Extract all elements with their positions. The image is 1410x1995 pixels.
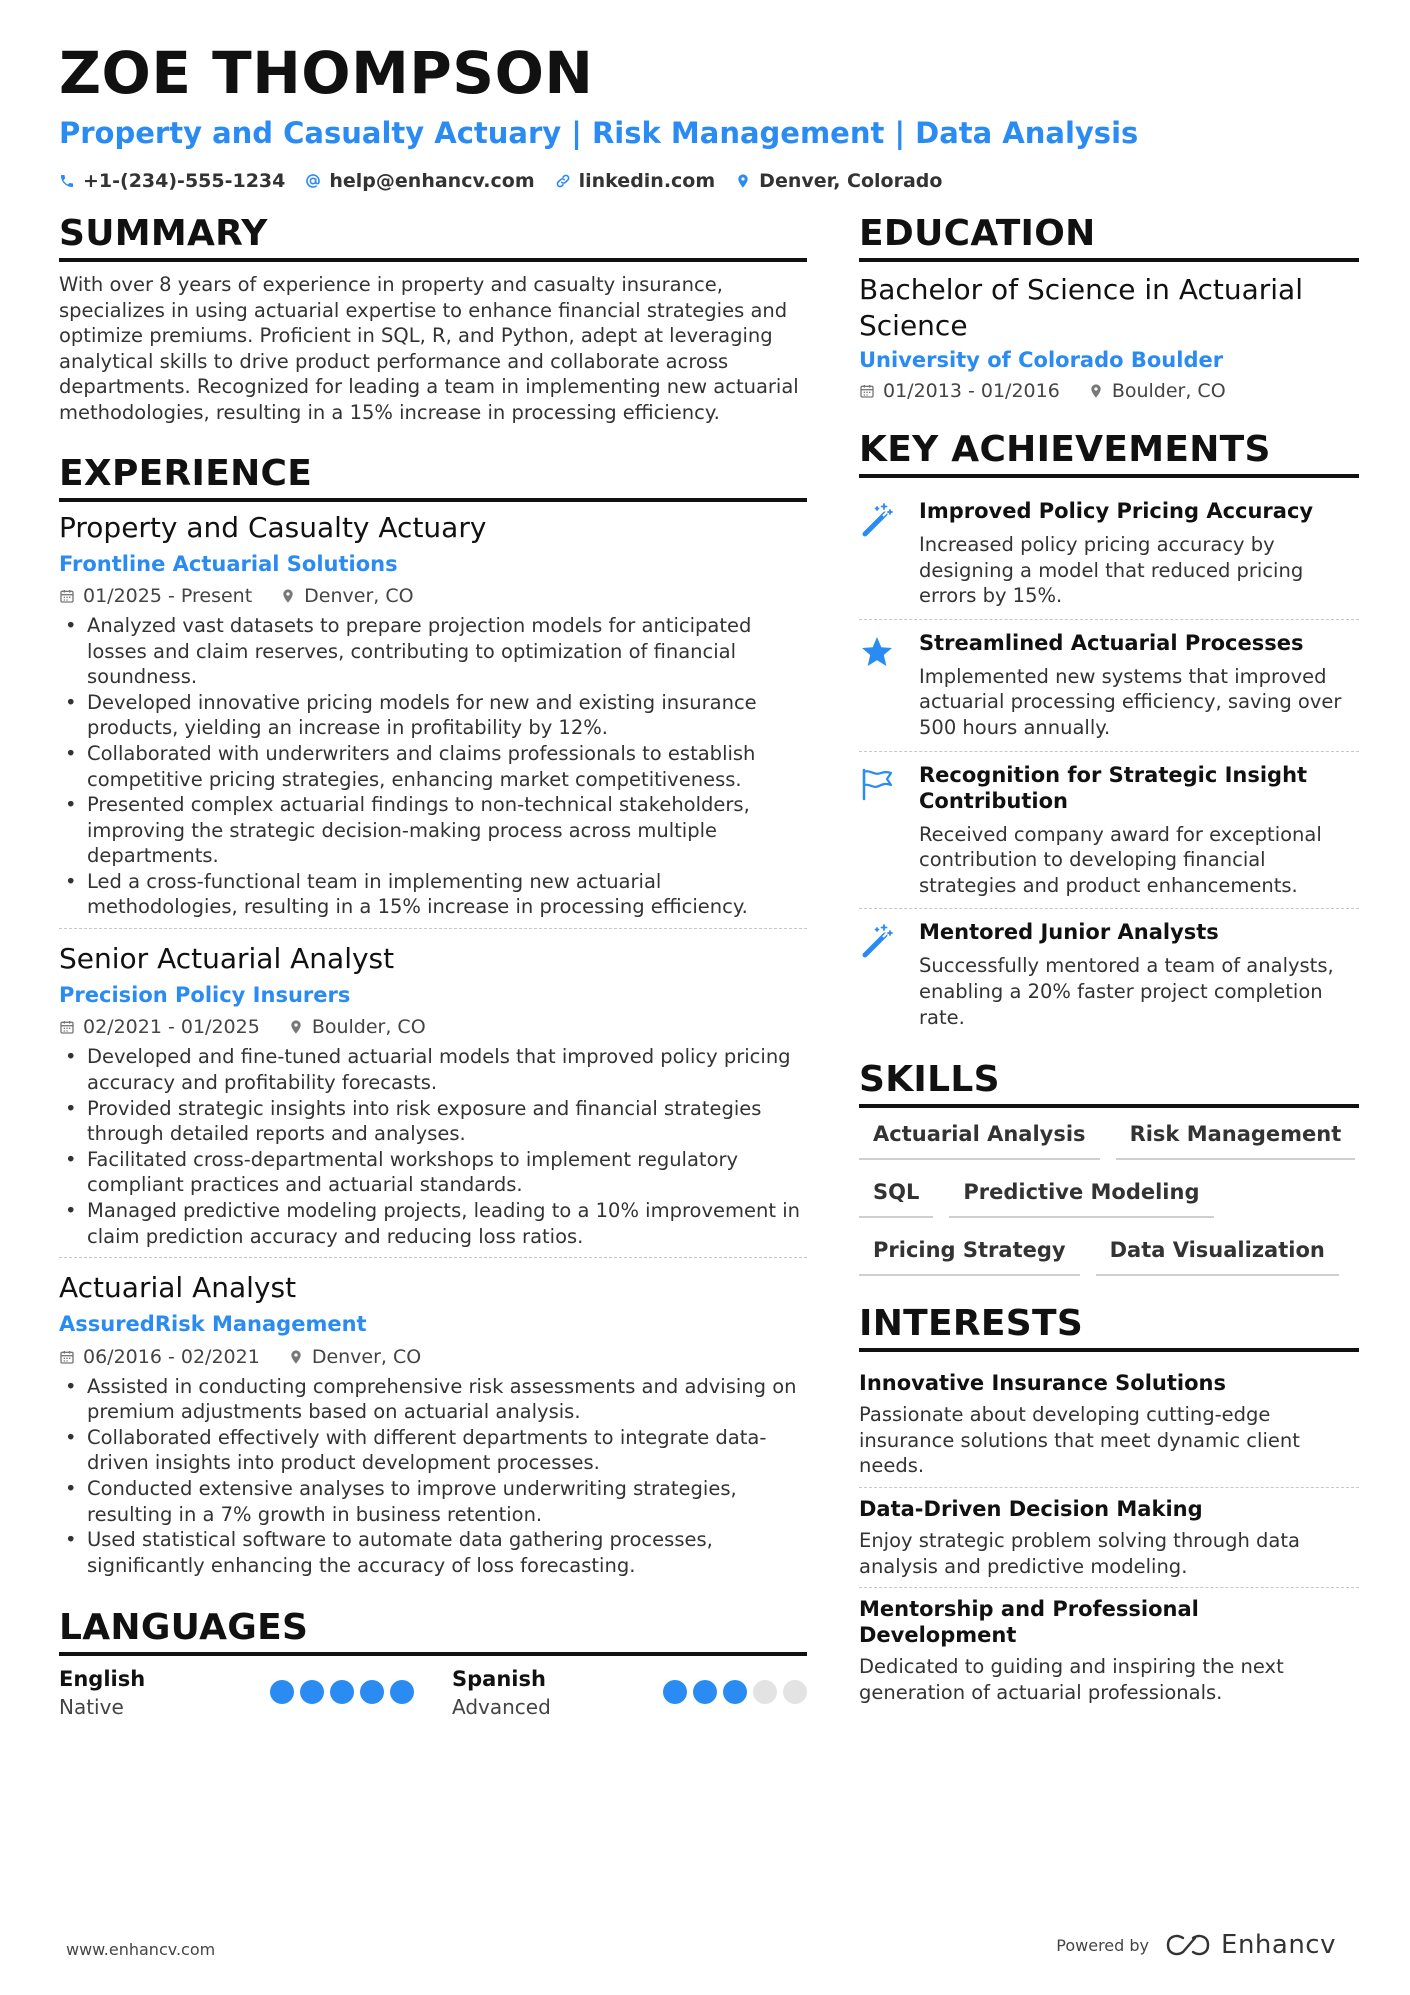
- magic-wand-icon: [859, 498, 899, 609]
- rating-dot-filled: [270, 1680, 294, 1704]
- rating-dot-empty: [783, 1680, 807, 1704]
- job-dates-text: 01/2025 - Present: [83, 584, 253, 607]
- job-bullet: • Provided strategic insights into risk exposure and financial strategies through detailed reports and analyses.: [59, 1096, 807, 1147]
- job-dates: [59, 1016, 260, 1038]
- interest-item: [859, 1487, 1359, 1587]
- job-title: Actuarial Analyst: [59, 1271, 297, 1305]
- contact-phone-text: +1-(234)-555-1234: [83, 170, 286, 192]
- right-column: [859, 213, 1359, 1713]
- rating-dot-filled: [360, 1680, 384, 1704]
- job-bullets: [59, 1044, 807, 1249]
- language-rating: [663, 1680, 807, 1704]
- left-column: [59, 213, 807, 1720]
- skill-tag: Risk Management: [1116, 1118, 1356, 1160]
- achievement-desc: Implemented new systems that improved actuarial processing efficiency, saving over 500 hours annually.: [919, 664, 1342, 739]
- enhancv-logo-icon: [1165, 1932, 1211, 1958]
- experience-item: [59, 928, 807, 1257]
- degree-title: Bachelor of Science in Actuarial Science: [859, 273, 1303, 342]
- location-pin-icon: [288, 1019, 304, 1035]
- company-name: Frontline Actuarial Solutions: [59, 551, 398, 576]
- powered-by-label: Powered by: [1056, 1935, 1150, 1955]
- link-icon: [555, 173, 571, 189]
- achievement-item: [859, 619, 1359, 751]
- education-title: EDUCATION: [859, 216, 1359, 262]
- contact-location: [735, 170, 942, 192]
- achievement-title: Streamlined Actuarial Processes: [919, 630, 1304, 655]
- rating-dot-filled: [300, 1680, 324, 1704]
- achievement-item: [859, 488, 1359, 619]
- summary-text: With over 8 years of experience in property and casualty insurance, specializes in using actuarial expertise to enhance financial strategies and optimize premiums. Proficient in SQL, R, and Python, adept at leveraging analytical skills to drive product performance and collaborate across departments. Recognized for leading a team in implementing new actuarial methodologies, resulting in a 15% increase in processing efficiency.: [59, 273, 799, 424]
- experience-section: [59, 452, 807, 1587]
- job-bullet: • Facilitated cross-departmental workshops to implement regulatory compliant practices and actuarial standards.: [59, 1147, 807, 1198]
- language-rating: [270, 1680, 414, 1704]
- education-location-text: Boulder, CO: [1111, 380, 1226, 402]
- job-dates: [59, 1346, 260, 1368]
- phone-icon: [59, 173, 75, 189]
- skill-tag: SQL: [859, 1176, 933, 1218]
- job-bullet: • Developed innovative pricing models for new and existing insurance products, yielding an increase in profitability by 12%.: [59, 690, 807, 741]
- contact-phone[interactable]: [59, 170, 285, 192]
- language-level: Advanced: [452, 1694, 551, 1719]
- job-dates-text: 02/2021 - 01/2025: [83, 1016, 260, 1039]
- flag-icon: [859, 762, 899, 899]
- location-pin-icon: [1088, 383, 1104, 399]
- achievement-desc: Increased policy pricing accuracy by designing a model that reduced pricing errors by 15%.: [919, 533, 1304, 608]
- summary-section: [59, 213, 807, 426]
- experience-item: [59, 512, 807, 929]
- language-name: Spanish: [452, 1667, 546, 1692]
- magic-wand-icon: [859, 919, 899, 1030]
- job-bullets: [59, 613, 807, 920]
- job-bullet: • Assisted in conducting comprehensive risk assessments and advising on premium adjustments based on actuarial analysis.: [59, 1374, 807, 1425]
- experience-item: [59, 1257, 807, 1586]
- contact-email[interactable]: [305, 170, 534, 192]
- job-title: Property and Casualty Actuary: [59, 510, 487, 544]
- job-bullet: • Collaborated with underwriters and claims professionals to establish competitive pricing strategies, enhancing market competitiveness.: [59, 741, 807, 792]
- candidate-headline: Property and Casualty Actuary | Risk Management | Data Analysis: [59, 116, 1139, 150]
- language-name: English: [59, 1667, 146, 1692]
- location-pin-icon: [735, 173, 751, 189]
- skill-tag: Pricing Strategy: [859, 1234, 1080, 1276]
- language-item: [59, 1666, 414, 1719]
- rating-dot-filled: [390, 1680, 414, 1704]
- candidate-name: ZOE THOMPSON: [59, 39, 594, 107]
- job-meta: [59, 1016, 807, 1038]
- job-bullet: • Led a cross-functional team in implementing new actuarial methodologies, resulting in a 15% increase in processing efficiency.: [59, 869, 807, 920]
- job-location: [288, 1016, 426, 1038]
- job-location: [288, 1346, 421, 1368]
- interest-title: Data-Driven Decision Making: [859, 1496, 1203, 1521]
- interest-desc: Dedicated to guiding and inspiring the next generation of actuarial professionals.: [859, 1655, 1284, 1704]
- achievement-item: [859, 751, 1359, 909]
- achievement-item: [859, 908, 1359, 1040]
- footer-website[interactable]: www.enhancv.com: [66, 1940, 216, 1959]
- achievement-title: Recognition for Strategic Insight Contribution: [919, 762, 1308, 813]
- contact-bar: [59, 170, 942, 192]
- job-location-text: Denver, CO: [311, 1345, 422, 1368]
- job-location: [280, 585, 413, 607]
- footer-branding: [1056, 1930, 1336, 1960]
- interest-item: [859, 1362, 1359, 1487]
- achievement-title: Mentored Junior Analysts: [919, 920, 1219, 945]
- skills-title: SKILLS: [859, 1062, 1359, 1108]
- interest-desc: Enjoy strategic problem solving through data analysis and predictive modeling.: [859, 1528, 1300, 1578]
- job-bullet: • Used statistical software to automate data gathering processes, significantly enhancing the accuracy of loss forecasting.: [59, 1527, 807, 1578]
- summary-title: SUMMARY: [59, 216, 807, 262]
- education-meta: [859, 380, 1359, 402]
- language-item: [452, 1666, 807, 1719]
- interests-section: [859, 1303, 1359, 1713]
- interest-title: Mentorship and Professional Development: [859, 1597, 1199, 1648]
- rating-dot-empty: [753, 1680, 777, 1704]
- company-name: Precision Policy Insurers: [59, 983, 351, 1008]
- job-location-text: Boulder, CO: [311, 1016, 426, 1039]
- job-bullet: • Managed predictive modeling projects, leading to a 10% improvement in claim prediction accuracy and reducing loss ratios.: [59, 1198, 807, 1249]
- rating-dot-filled: [663, 1680, 687, 1704]
- at-icon: [305, 173, 321, 189]
- job-dates-text: 06/2016 - 02/2021: [83, 1345, 260, 1368]
- contact-linkedin-text: linkedin.com: [578, 170, 716, 192]
- company-name: AssuredRisk Management: [59, 1312, 367, 1337]
- job-bullet: • Presented complex actuarial findings to non-technical stakeholders, improving the strategic decision-making process across multiple departments.: [59, 792, 807, 869]
- job-bullet: • Analyzed vast datasets to prepare projection models for anticipated losses and claim reserves, contributing to optimization of financial soundness.: [59, 613, 807, 690]
- skill-tag: Predictive Modeling: [949, 1176, 1213, 1218]
- calendar-icon: [859, 383, 875, 399]
- education-location: [1088, 380, 1226, 402]
- enhancv-brand-name: Enhancv: [1221, 1930, 1336, 1960]
- languages-section: [59, 1607, 807, 1719]
- job-meta: [59, 585, 807, 607]
- interest-desc: Passionate about developing cutting-edge insurance solutions that meet dynamic client needs.: [859, 1403, 1300, 1478]
- location-pin-icon: [280, 588, 296, 604]
- job-meta: [59, 1346, 807, 1368]
- calendar-icon: [59, 588, 75, 604]
- interests-title: INTERESTS: [859, 1306, 1359, 1352]
- achievement-desc: Received company award for exceptional contribution to developing financial strategies and product enhancements.: [919, 822, 1322, 897]
- job-location-text: Denver, CO: [304, 584, 414, 607]
- skill-tag: Actuarial Analysis: [859, 1118, 1100, 1160]
- rating-dot-filled: [330, 1680, 354, 1704]
- languages-list: [59, 1666, 807, 1719]
- languages-title: LANGUAGES: [59, 1610, 807, 1656]
- job-bullet: • Collaborated effectively with different departments to integrate data-driven insights into product development processes.: [59, 1425, 807, 1476]
- job-bullet: • Conducted extensive analyses to improve underwriting strategies, resulting in a 7% growth in business retention.: [59, 1476, 807, 1527]
- rating-dot-filled: [723, 1680, 747, 1704]
- achievement-desc: Successfully mentored a team of analysts, enabling a 20% faster project completion rate.: [919, 954, 1334, 1029]
- location-pin-icon: [288, 1349, 304, 1365]
- calendar-icon: [59, 1019, 75, 1035]
- achievement-title: Improved Policy Pricing Accuracy: [919, 499, 1314, 523]
- job-dates: [59, 585, 252, 607]
- enhancv-logo[interactable]: [1165, 1930, 1336, 1960]
- skill-tag: Data Visualization: [1096, 1234, 1339, 1276]
- skills-section: [859, 1059, 1359, 1276]
- calendar-icon: [59, 1349, 75, 1365]
- education-section: [859, 213, 1359, 402]
- interest-title: Innovative Insurance Solutions: [859, 1371, 1226, 1396]
- interest-item: [859, 1587, 1359, 1713]
- experience-title: EXPERIENCE: [59, 456, 807, 502]
- education-dates: [859, 380, 1060, 402]
- job-bullet: • Developed and fine-tuned actuarial models that improved policy pricing accuracy and profitability forecasts.: [59, 1044, 807, 1095]
- job-title: Senior Actuarial Analyst: [59, 942, 395, 976]
- achievements-title: KEY ACHIEVEMENTS: [859, 432, 1359, 478]
- contact-linkedin[interactable]: [555, 170, 716, 192]
- star-icon: [859, 630, 899, 741]
- rating-dot-filled: [693, 1680, 717, 1704]
- skills-list: [859, 1118, 1359, 1276]
- job-bullets: [59, 1374, 807, 1579]
- school-name: University of Colorado Boulder: [859, 348, 1224, 372]
- contact-email-text: help@enhancv.com: [329, 170, 535, 192]
- language-level: Native: [59, 1694, 124, 1719]
- education-dates-text: 01/2013 - 01/2016: [883, 380, 1060, 402]
- contact-location-text: Denver, Colorado: [759, 170, 943, 192]
- achievements-section: [859, 429, 1359, 1040]
